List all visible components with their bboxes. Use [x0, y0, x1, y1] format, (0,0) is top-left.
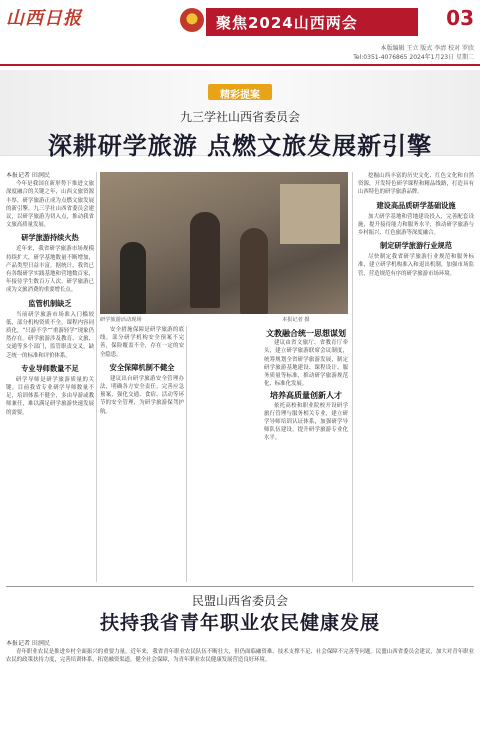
article-kicker: 九三学社山西省委员会	[179, 110, 300, 124]
page-info-line2: Tel:0351-4076865 2024年1月23日 星期二	[353, 54, 474, 61]
subhead-5: 文教融合统一思想谋划	[266, 328, 346, 338]
subhead-4: 安全保障机制不健全	[109, 362, 175, 372]
paragraph-2: 当前研学旅游市场准入门槛较低，部分机构资质不全，课程内容同质化，“只游不学”“重游轻学”现象仍然存在。研学旅游涉及教育、文旅、交通等多个部门，监管职责交叉，缺乏统一的标准和评价体系。	[6, 311, 94, 359]
subhead-8: 制定研学旅游行业规范	[380, 241, 452, 251]
column-separator	[352, 172, 353, 582]
paragraph-6: 建议由省文旅厅、省教育厅牵头，建立研学旅游联席会议制度，统筹规划全省研学旅游发展，制定研学旅游基地建设、课程设计、服务质量等标准，推动研学旅游规范化、标准化发展。	[264, 340, 348, 388]
column-separator	[186, 326, 187, 582]
banner-label: 精彩提案	[220, 90, 260, 101]
photo-board	[280, 184, 340, 244]
subhead-3: 专业导师数量不足	[21, 363, 79, 373]
paragraph-9: 加大研学基地和营地建设投入，完善配套设施，提升接待能力和服务水平，推动研学旅游与乡村振兴、红色旅游等深度融合。	[358, 213, 474, 237]
bottom-byline: 本报记者 田润民	[6, 640, 50, 647]
subhead-6: 培养高质量创新人才	[270, 390, 342, 401]
photo-figure	[240, 228, 268, 314]
intro-paragraph: 今年是我国在新形势下推进文旅深度融合的关键之年，山西文旅资源丰厚，研学旅游正成为点燃文旅发展的新引擎。九三学社山西省委员会建议，以研学旅游为切入点，推动我省文旅高质量发展。	[6, 181, 94, 229]
newspaper-logo: 山西日报	[6, 8, 82, 29]
photo-figure	[190, 212, 220, 308]
subhead-2: 监管机制缺乏	[28, 298, 72, 308]
paragraph-7: 依托高校和职业院校开设研学旅行管理与服务相关专业，建立研学导师培训认证体系，加强研学导师队伍建设，提升研学旅游专业化水平。	[264, 402, 348, 442]
column-2	[100, 326, 184, 582]
paragraph-1: 近年来，我省研学旅游市场规模持续扩大，研学基地数量不断增加，产品类型日益丰富。据统计，我省已有各级研学实践基地和营地数百家，年接待学生数百万人次，研学旅游已成为文旅消费的重要增长点。	[6, 246, 94, 294]
bottom-headline: 扶持我省青年职业农民健康发展	[99, 612, 380, 634]
column-separator	[96, 172, 97, 582]
byline: 本报记者 田润民	[6, 172, 50, 179]
paragraph-3: 研学导师是研学旅游质量的关键。目前我省专业研学导师数量不足，培训体系不健全，多由导游或教师兼任，难以满足研学旅游快速发展的需要。	[6, 376, 94, 416]
bottom-kicker: 民盟山西省委员会	[191, 594, 288, 608]
page-info	[353, 44, 474, 62]
national-emblem-icon	[180, 8, 204, 32]
photo-figure	[120, 242, 146, 314]
column-3	[264, 326, 348, 582]
page-number: 03	[446, 6, 474, 30]
masthead	[0, 0, 480, 66]
bottom-article-body	[6, 640, 474, 738]
paragraph-5: 建议出台研学旅游安全管理办法，明确各方安全责任，完善应急预案，强化交通、食宿、活动等环节的安全管理，为研学旅游保驾护航。	[100, 375, 184, 415]
photo-caption: 研学旅游活动现场	[100, 317, 142, 323]
masthead-rule	[0, 64, 480, 66]
subhead-7: 建设高品质研学基础设施	[376, 200, 456, 210]
section-divider	[6, 586, 474, 587]
bottom-paragraph: 青年职业农民是推进乡村全面振兴的重要力量。近年来，我省青年职业农民队伍不断壮大，但仍面临融资难、技术支撑不足、社会保障不完善等问题。民盟山西省委员会建议，加大对青年职业农民的政策扶持力度，完善培训体系，拓宽融资渠道，健全社会保障，为青年职业农民健康发展营造良好环境。	[6, 649, 474, 664]
column-4	[358, 172, 474, 582]
photo-credit: 本报记者 摄	[282, 317, 310, 323]
section-title: 聚焦2024山西两会	[216, 14, 358, 32]
paragraph-4: 安全措施保障是研学旅游的底线。部分研学机构安全预案不完善，保险覆盖不全，存在一定的安全隐患。	[100, 327, 184, 358]
subhead-1: 研学旅游持续火热	[21, 233, 79, 243]
paragraph-8: 挖掘山西丰富的历史文化、红色文化和自然资源，开发特色研学课程和精品线路，打造具有山西特色的研学旅游品牌。	[358, 173, 474, 196]
paragraph-10: 尽快制定我省研学旅游行业规范和服务标准，建立研学机构准入和退出机制，加强市场监管，营造规范有序的研学旅游市场环境。	[358, 254, 474, 277]
column-1	[6, 172, 94, 582]
page-info-line1: 本版编辑 王立 版式 李清 校对 罗欣	[380, 45, 474, 52]
article-photo	[100, 172, 348, 314]
article-headline: 深耕研学旅游 点燃文旅发展新引擎	[47, 132, 433, 160]
